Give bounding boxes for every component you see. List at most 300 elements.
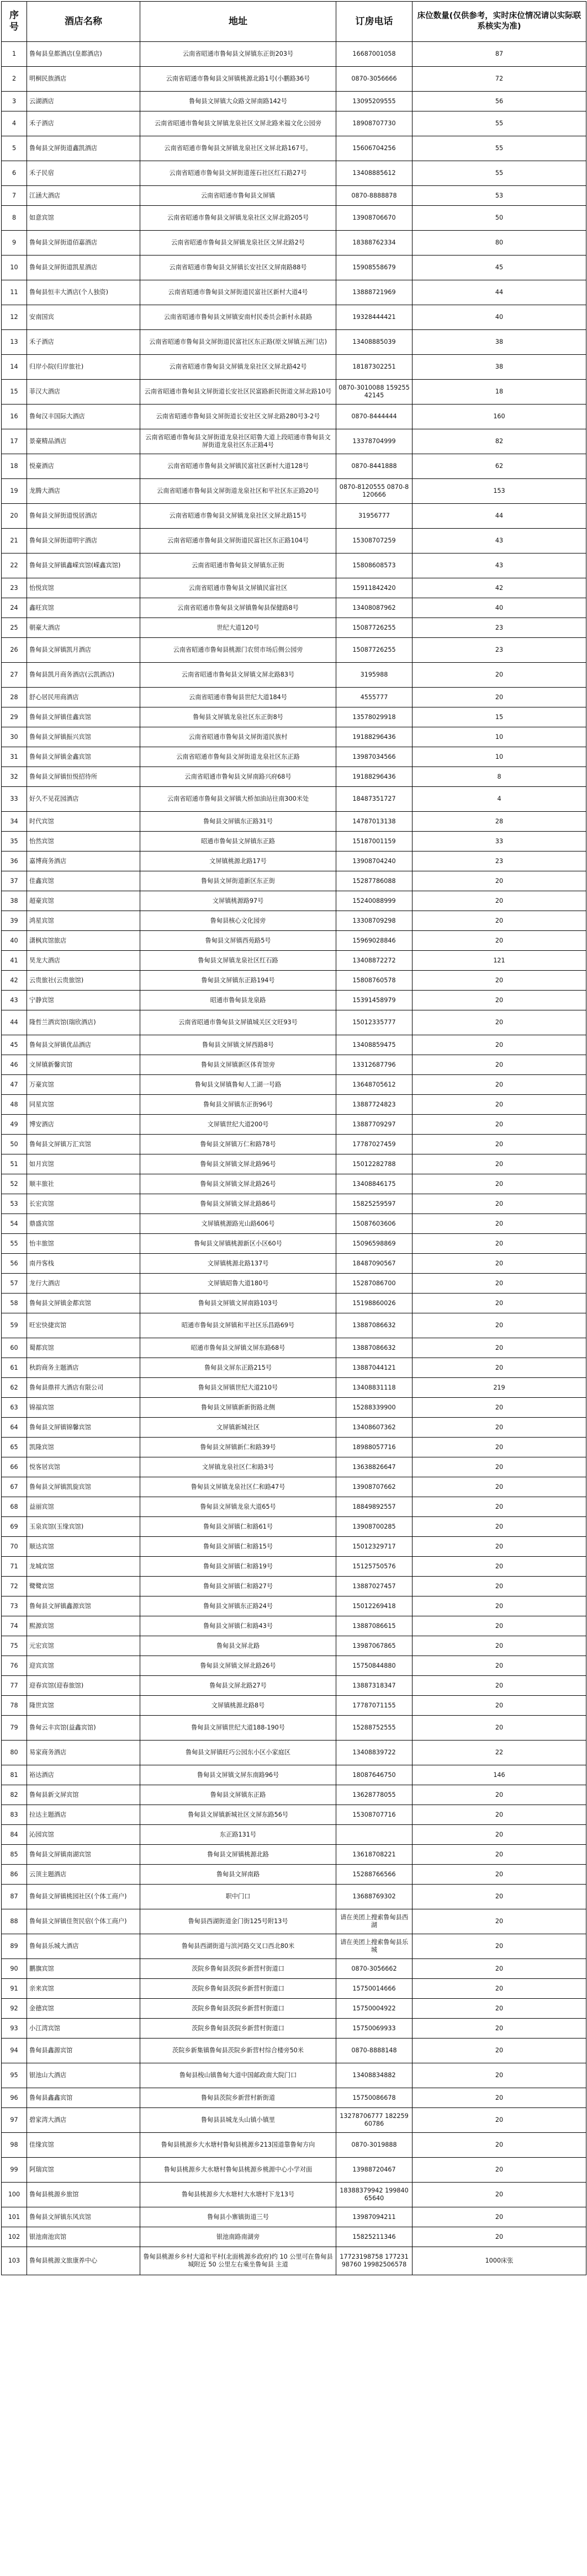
cell-address: 云南省昭通市鲁甸县文屏街道龙泉社区和平社区东正路20号 [140, 479, 336, 504]
cell-name: 益丽宾馆 [27, 1497, 140, 1517]
cell-no: 68 [2, 1497, 27, 1517]
cell-phone: 13887086632 [336, 1338, 413, 1358]
table-row [2, 1805, 586, 1825]
cell-no: 31 [2, 747, 27, 767]
cell-phone: 15911842420 [336, 578, 413, 598]
cell-address: 云南省昭通市鲁甸县文屏街道莲石社区红石路27号 [140, 161, 336, 186]
cell-phone: 13648705612 [336, 1075, 413, 1095]
cell-name: 鹭鹭宾馆 [27, 1577, 140, 1596]
cell-name: 鲁甸县凯月商务酒店(云凯酒店) [27, 663, 140, 688]
table-row [2, 1313, 586, 1338]
cell-beds: 20 [413, 1616, 586, 1636]
cell-name: 熙源宾馆 [27, 1616, 140, 1636]
cell-name: 玉泉宾馆(玉缘宾馆) [27, 1517, 140, 1537]
cell-no: 34 [2, 812, 27, 832]
cell-beds: 80 [413, 231, 586, 256]
cell-beds: 43 [413, 553, 586, 578]
cell-address: 云南省昭通市鲁甸县文屏街道长安社区文屏北路280号3-2号 [140, 405, 336, 429]
cell-address: 鲁甸县文屏镇新仁和路39号 [140, 1438, 336, 1457]
table-row [2, 1438, 586, 1457]
cell-beds: 20 [413, 1010, 586, 1035]
header-name: 酒店名称 [27, 2, 140, 42]
cell-no: 22 [2, 553, 27, 578]
cell-no: 10 [2, 256, 27, 280]
table-row [2, 787, 586, 812]
cell-phone: 13908704240 [336, 851, 413, 871]
cell-address: 文屏镇桃源路97号 [140, 891, 336, 911]
cell-address: 东正路131号 [140, 1825, 336, 1845]
cell-beds: 40 [413, 598, 586, 618]
cell-address: 鲁甸县文屏北路 [140, 1636, 336, 1656]
cell-name: 凯隆宾馆 [27, 1438, 140, 1457]
cell-no: 26 [2, 638, 27, 663]
table-row [2, 832, 586, 851]
table-row [2, 1999, 586, 2019]
cell-name: 鲁甸云丰宾馆(益鑫宾馆) [27, 1716, 140, 1741]
table-row [2, 1676, 586, 1696]
cell-address: 鲁甸县文屏镇龙泉社区东正街8号 [140, 707, 336, 727]
cell-name: 时代宾馆 [27, 812, 140, 832]
cell-name: 禾子酒店 [27, 330, 140, 355]
cell-beds: 20 [413, 1358, 586, 1378]
table-row [2, 663, 586, 688]
table-row [2, 1765, 586, 1785]
cell-phone: 13887318347 [336, 1676, 413, 1696]
cell-phone: 15288752555 [336, 1716, 413, 1741]
cell-name: 鲁甸县桃源乡旅馆 [27, 2183, 140, 2207]
cell-phone: 15087726255 [336, 638, 413, 663]
cell-name: 云湖酒店 [27, 92, 140, 111]
cell-address: 云南省昭通市鲁甸县文屏镇大桥加油站往南300米处 [140, 787, 336, 812]
cell-beds: 20 [413, 2039, 586, 2063]
cell-no: 66 [2, 1457, 27, 1477]
cell-name: 鲁甸县文屏镇锦馨宾馆 [27, 1418, 140, 1438]
cell-name: 拉达主题酒店 [27, 1805, 140, 1825]
cell-name: 鲁甸县鑫源宾馆 [27, 2039, 140, 2063]
cell-name: 龙行大酒店 [27, 1274, 140, 1294]
cell-beds: 20 [413, 1313, 586, 1338]
cell-beds: 146 [413, 1765, 586, 1785]
cell-beds: 38 [413, 330, 586, 355]
cell-address: 文屏镇桃源北路8号 [140, 1696, 336, 1716]
cell-no: 44 [2, 1010, 27, 1035]
hotel-list-document [1, 1, 586, 2275]
cell-name: 菲汉大酒店 [27, 380, 140, 405]
cell-beds: 20 [413, 1194, 586, 1214]
cell-no: 78 [2, 1696, 27, 1716]
cell-beds: 121 [413, 951, 586, 971]
table-row [2, 1845, 586, 1865]
table-row [2, 429, 586, 454]
cell-name: 安南国宾 [27, 305, 140, 330]
cell-no: 67 [2, 1477, 27, 1497]
cell-beds: 44 [413, 280, 586, 305]
cell-no: 14 [2, 355, 27, 380]
cell-address: 鲁甸县文屏镇东正路31号 [140, 812, 336, 832]
table-row [2, 1035, 586, 1055]
cell-address: 云南省昭通市鲁甸县文屏镇龙泉社区文屏北路42号 [140, 355, 336, 380]
cell-no: 64 [2, 1418, 27, 1438]
cell-no: 101 [2, 2207, 27, 2227]
cell-phone: 18487090567 [336, 1254, 413, 1274]
cell-beds: 20 [413, 1055, 586, 1075]
cell-no: 58 [2, 1294, 27, 1313]
cell-beds: 20 [413, 911, 586, 931]
cell-no: 79 [2, 1716, 27, 1741]
cell-phone: 0870-3056662 [336, 1959, 413, 1979]
table-row [2, 971, 586, 991]
table-row [2, 1934, 586, 1959]
cell-no: 63 [2, 1398, 27, 1418]
table-row [2, 2108, 586, 2133]
table-row [2, 1741, 586, 1765]
cell-no: 43 [2, 991, 27, 1010]
cell-beds: 20 [413, 1979, 586, 1999]
cell-beds: 20 [413, 2158, 586, 2183]
cell-phone: 18187302251 [336, 355, 413, 380]
cell-name: 鲁甸县文屏镇佳鑫宾馆 [27, 707, 140, 727]
cell-beds: 4 [413, 787, 586, 812]
cell-name: 蜀都宾馆 [27, 1338, 140, 1358]
cell-phone: 13308709298 [336, 911, 413, 931]
table-row [2, 1214, 586, 1234]
table-row [2, 951, 586, 971]
table-row [2, 330, 586, 355]
cell-phone: 13908706670 [336, 206, 413, 231]
cell-name: 鲁甸县恒丰大酒店(个人独资) [27, 280, 140, 305]
cell-phone: 15750069933 [336, 2019, 413, 2039]
cell-name: 亲来宾馆 [27, 1979, 140, 1999]
cell-beds: 8 [413, 767, 586, 787]
cell-address: 鲁甸县文屏镇桃源新区小区60号 [140, 1234, 336, 1254]
cell-no: 72 [2, 1577, 27, 1596]
cell-beds: 20 [413, 2108, 586, 2133]
cell-phone: 15012269418 [336, 1596, 413, 1616]
cell-phone: 0870-8120555 0870-8120666 [336, 479, 413, 504]
cell-beds: 20 [413, 2227, 586, 2247]
cell-beds: 160 [413, 405, 586, 429]
cell-phone: 13408846175 [336, 1174, 413, 1194]
cell-phone: 13987094211 [336, 2207, 413, 2227]
cell-no: 46 [2, 1055, 27, 1075]
cell-phone: 15808760578 [336, 971, 413, 991]
cell-phone: 15308707716 [336, 1805, 413, 1825]
cell-phone: 14787013138 [336, 812, 413, 832]
cell-no: 56 [2, 1254, 27, 1274]
cell-no: 94 [2, 2039, 27, 2063]
cell-beds: 20 [413, 1934, 586, 1959]
cell-beds: 1000床张 [413, 2247, 586, 2275]
cell-phone: 31956777 [336, 504, 413, 529]
cell-no: 5 [2, 136, 27, 161]
cell-address: 云南省昭通市鲁甸县文屏镇 [140, 186, 336, 206]
cell-address: 鲁甸县桃源乡大水塘村鲁甸县桃源乡桃源中心小学对面 [140, 2158, 336, 2183]
table-row [2, 1010, 586, 1035]
cell-address: 鲁甸县桃源乡乡村大道和平村(北面桃源乡政府)约 10 公里可在鲁甸县城附近 50 公里左右乘坐鲁甸县 主道 [140, 2247, 336, 2275]
cell-beds: 20 [413, 891, 586, 911]
cell-address: 云南省昭通市鲁甸县文屏南路兴府68号 [140, 767, 336, 787]
cell-beds: 20 [413, 1537, 586, 1557]
cell-beds: 153 [413, 479, 586, 504]
cell-phone: 15308707259 [336, 529, 413, 553]
table-row [2, 707, 586, 727]
cell-address: 云南省昭通市鲁甸县文屏镇东正街 [140, 553, 336, 578]
cell-phone: 15012335777 [336, 1010, 413, 1035]
cell-address: 云南省昭通市鲁甸县文屏镇城关区文旺93号 [140, 1010, 336, 1035]
cell-beds: 20 [413, 1274, 586, 1294]
table-row [2, 92, 586, 111]
cell-no: 28 [2, 688, 27, 707]
cell-phone: 0870-8888148 [336, 2039, 413, 2063]
cell-address: 鲁甸县文屏镇新区体育馆旁 [140, 1055, 336, 1075]
cell-phone: 15969028846 [336, 931, 413, 951]
cell-no: 99 [2, 2158, 27, 2183]
cell-beds: 20 [413, 1497, 586, 1517]
table-row [2, 206, 586, 231]
table-row [2, 256, 586, 280]
cell-name: 鲁甸县鼎祥大酒店有限公司 [27, 1378, 140, 1398]
table-row [2, 1294, 586, 1313]
table-row [2, 1418, 586, 1438]
cell-address: 文屏镇新城社区 [140, 1418, 336, 1438]
table-row [2, 1885, 586, 1909]
table-row [2, 2039, 586, 2063]
cell-address: 鲁甸县文屏镇龙泉社区红石路 [140, 951, 336, 971]
cell-address: 茨院乡新集镇鲁甸县茨院乡新营村综合楼旁50米 [140, 2039, 336, 2063]
cell-name: 裕达酒店 [27, 1765, 140, 1785]
cell-name: 佳缘宾馆 [27, 2133, 140, 2158]
cell-no: 29 [2, 707, 27, 727]
table-row [2, 1825, 586, 1845]
cell-address: 鲁甸县文屏镇旺巧公园东小区小家庭区 [140, 1741, 336, 1765]
cell-phone: 15012329717 [336, 1537, 413, 1557]
cell-phone: 0870-3056666 [336, 67, 413, 92]
cell-beds: 20 [413, 971, 586, 991]
table-row [2, 355, 586, 380]
cell-beds: 72 [413, 67, 586, 92]
cell-name: 云贵旅社(云贵旅馆) [27, 971, 140, 991]
cell-beds: 20 [413, 1716, 586, 1741]
cell-address: 鲁甸县文屏镇新新街路北侧 [140, 1398, 336, 1418]
cell-address: 文屏镇世纪大道200号 [140, 1115, 336, 1135]
table-row [2, 812, 586, 832]
cell-beds: 20 [413, 1557, 586, 1577]
cell-address: 鲁甸县文屏镇文屏北路26号 [140, 1174, 336, 1194]
table-row [2, 1537, 586, 1557]
table-row [2, 1716, 586, 1741]
cell-beds: 20 [413, 1636, 586, 1656]
cell-beds: 10 [413, 747, 586, 767]
cell-no: 52 [2, 1174, 27, 1194]
cell-name: 鲁甸县文屏街道明宇酒店 [27, 529, 140, 553]
cell-beds: 20 [413, 1999, 586, 2019]
cell-beds: 43 [413, 529, 586, 553]
cell-no: 80 [2, 1741, 27, 1765]
table-row [2, 1457, 586, 1477]
cell-name: 禾子酒店 [27, 111, 140, 136]
cell-phone: 0870-8441888 [336, 454, 413, 479]
cell-no: 48 [2, 1095, 27, 1115]
cell-phone: 15287786088 [336, 871, 413, 891]
cell-no: 38 [2, 891, 27, 911]
cell-name: 博安酒店 [27, 1115, 140, 1135]
cell-beds: 82 [413, 429, 586, 454]
cell-address: 云南省昭通市鲁甸县文屏镇桃源北路1号(小鹏路36号 [140, 67, 336, 92]
cell-address: 鲁甸县茨院乡新营村新街道 [140, 2088, 336, 2108]
cell-phone: 13638826647 [336, 1457, 413, 1477]
cell-address: 云南省昭通市鲁甸县文屏街道龙泉社区昭鲁大道上段昭通市鲁甸县文屏街道龙泉社区东正路4号 [140, 429, 336, 454]
cell-phone: 13408885612 [336, 161, 413, 186]
cell-beds: 20 [413, 1254, 586, 1274]
cell-no: 76 [2, 1656, 27, 1676]
cell-phone: 13887086615 [336, 1616, 413, 1636]
cell-no: 24 [2, 598, 27, 618]
cell-address: 文屏镇桃源北路17号 [140, 851, 336, 871]
cell-address: 鲁甸县文屏镇世纪大道188-190号 [140, 1716, 336, 1741]
cell-beds: 20 [413, 1154, 586, 1174]
cell-beds: 20 [413, 1477, 586, 1497]
cell-name: 迎宾宾馆 [27, 1656, 140, 1676]
cell-name: 迎春宾馆(迎春旅馆) [27, 1676, 140, 1696]
cell-beds: 44 [413, 504, 586, 529]
cell-phone: 15606704256 [336, 136, 413, 161]
header-row [2, 2, 586, 42]
cell-name: 小江湾宾馆 [27, 2019, 140, 2039]
cell-address: 鲁甸县文屏镇仁和路43号 [140, 1616, 336, 1636]
cell-name: 文屏镇新馨宾馆 [27, 1055, 140, 1075]
table-row [2, 911, 586, 931]
cell-address: 鲁甸县文屏镇东正路24号 [140, 1596, 336, 1616]
cell-name: 鲁甸汉丰国际大酒店 [27, 405, 140, 429]
cell-no: 102 [2, 2227, 27, 2247]
cell-phone: 请在美团上搜索鲁甸县乐城 [336, 1934, 413, 1959]
cell-no: 59 [2, 1313, 27, 1338]
cell-no: 96 [2, 2088, 27, 2108]
cell-phone: 0870-3010088 15925542145 [336, 380, 413, 405]
cell-name: 万豪宾馆 [27, 1075, 140, 1095]
cell-phone: 15096598869 [336, 1234, 413, 1254]
table-row [2, 1055, 586, 1075]
cell-beds: 38 [413, 355, 586, 380]
cell-name: 银池南池宾馆 [27, 2227, 140, 2247]
cell-name: 南丹客栈 [27, 1254, 140, 1274]
table-row [2, 851, 586, 871]
cell-beds: 50 [413, 206, 586, 231]
cell-beds: 20 [413, 1959, 586, 1979]
cell-name: 如意宾馆 [27, 206, 140, 231]
cell-name: 鲁甸县文屏镇优品酒店 [27, 1035, 140, 1055]
cell-beds: 87 [413, 42, 586, 67]
table-row [2, 1865, 586, 1885]
cell-address: 鲁甸县文屏镇新城社区文屏东路56号 [140, 1805, 336, 1825]
cell-name: 佳鑫宾馆 [27, 871, 140, 891]
cell-name: 鲁甸县文屏街道佰嘉酒店 [27, 231, 140, 256]
cell-name: 鲁甸县文屏镇凯旋宾馆 [27, 1477, 140, 1497]
cell-phone: 13408834882 [336, 2063, 413, 2088]
cell-phone: 15087603606 [336, 1214, 413, 1234]
cell-name: 江涵大酒店 [27, 186, 140, 206]
cell-phone: 13278706777 18225960786 [336, 2108, 413, 2133]
cell-name: 碧家湾大酒店 [27, 2108, 140, 2133]
table-row [2, 1596, 586, 1616]
table-row [2, 1979, 586, 1999]
cell-phone: 17723198758 17723198760 19982506578 [336, 2247, 413, 2275]
table-row [2, 111, 586, 136]
table-row [2, 767, 586, 787]
cell-name: 鲁甸县文屏镇佳贺民宿(个体工商户) [27, 1909, 140, 1934]
cell-address: 鲁甸县文屏镇龙泉大道65号 [140, 1497, 336, 1517]
table-row [2, 2183, 586, 2207]
cell-address: 鲁甸县文屏北路27号 [140, 1676, 336, 1696]
cell-address: 云南省昭通市鲁甸县文屏街道民富社区东正路104号 [140, 529, 336, 553]
cell-address: 鲁甸县文屏镇文屏北路86号 [140, 1194, 336, 1214]
cell-phone: 15287086700 [336, 1274, 413, 1294]
table-row [2, 1398, 586, 1418]
cell-name: 鲁甸县新文屏宾馆 [27, 1785, 140, 1805]
table-row [2, 991, 586, 1010]
cell-phone: 13618708221 [336, 1845, 413, 1865]
cell-phone: 13408831118 [336, 1378, 413, 1398]
cell-address: 职中门口 [140, 1885, 336, 1909]
cell-no: 71 [2, 1557, 27, 1577]
cell-beds: 20 [413, 1457, 586, 1477]
cell-beds: 20 [413, 1135, 586, 1154]
cell-phone: 13408839722 [336, 1741, 413, 1765]
cell-no: 1 [2, 42, 27, 67]
table-row [2, 1254, 586, 1274]
cell-no: 19 [2, 479, 27, 504]
cell-name: 秋韵商务主题酒店 [27, 1358, 140, 1378]
cell-name: 鲁甸县文屏镇凯月酒店 [27, 638, 140, 663]
table-row [2, 2088, 586, 2108]
cell-phone: 0870-8888878 [336, 186, 413, 206]
cell-no: 8 [2, 206, 27, 231]
cell-beds: 15 [413, 707, 586, 727]
cell-phone: 0870-3019888 [336, 2133, 413, 2158]
table-row [2, 598, 586, 618]
cell-phone: 13908707662 [336, 1477, 413, 1497]
table-row [2, 931, 586, 951]
cell-no: 90 [2, 1959, 27, 1979]
cell-address: 云南省昭通市鲁甸县文屏街道龙泉社区东正路 [140, 747, 336, 767]
cell-name: 鲁甸县文屏镇鑫嵘宾馆(嵘鑫宾馆) [27, 553, 140, 578]
cell-no: 33 [2, 787, 27, 812]
cell-address: 茨院乡鲁甸县茨院乡新营村街道口 [140, 2019, 336, 2039]
cell-name: 阿瑞宾馆 [27, 2158, 140, 2183]
cell-beds: 55 [413, 161, 586, 186]
cell-phone: 13887709297 [336, 1115, 413, 1135]
cell-name: 隆哲兰洒宾馆(瑞欣酒店) [27, 1010, 140, 1035]
cell-name: 长宏宾馆 [27, 1194, 140, 1214]
cell-beds: 20 [413, 2183, 586, 2207]
table-row [2, 380, 586, 405]
cell-address: 云南省昭通市鲁甸县文屏镇龙泉社区文屏北路167号。 [140, 136, 336, 161]
table-row [2, 638, 586, 663]
cell-no: 57 [2, 1274, 27, 1294]
cell-name: 元宏宾馆 [27, 1636, 140, 1656]
cell-phone: 18988057716 [336, 1438, 413, 1457]
cell-address: 茨院乡鲁甸县茨院乡新营村街道口 [140, 1959, 336, 1979]
hotel-table [1, 1, 586, 2275]
cell-name: 鲁甸县文屏镇振兴宾馆 [27, 727, 140, 747]
table-row [2, 1115, 586, 1135]
cell-phone: 13887027457 [336, 1577, 413, 1596]
cell-name: 景豪精品酒店 [27, 429, 140, 454]
cell-beds: 33 [413, 832, 586, 851]
table-row [2, 529, 586, 553]
cell-phone: 16687001058 [336, 42, 413, 67]
cell-phone: 18487351727 [336, 787, 413, 812]
